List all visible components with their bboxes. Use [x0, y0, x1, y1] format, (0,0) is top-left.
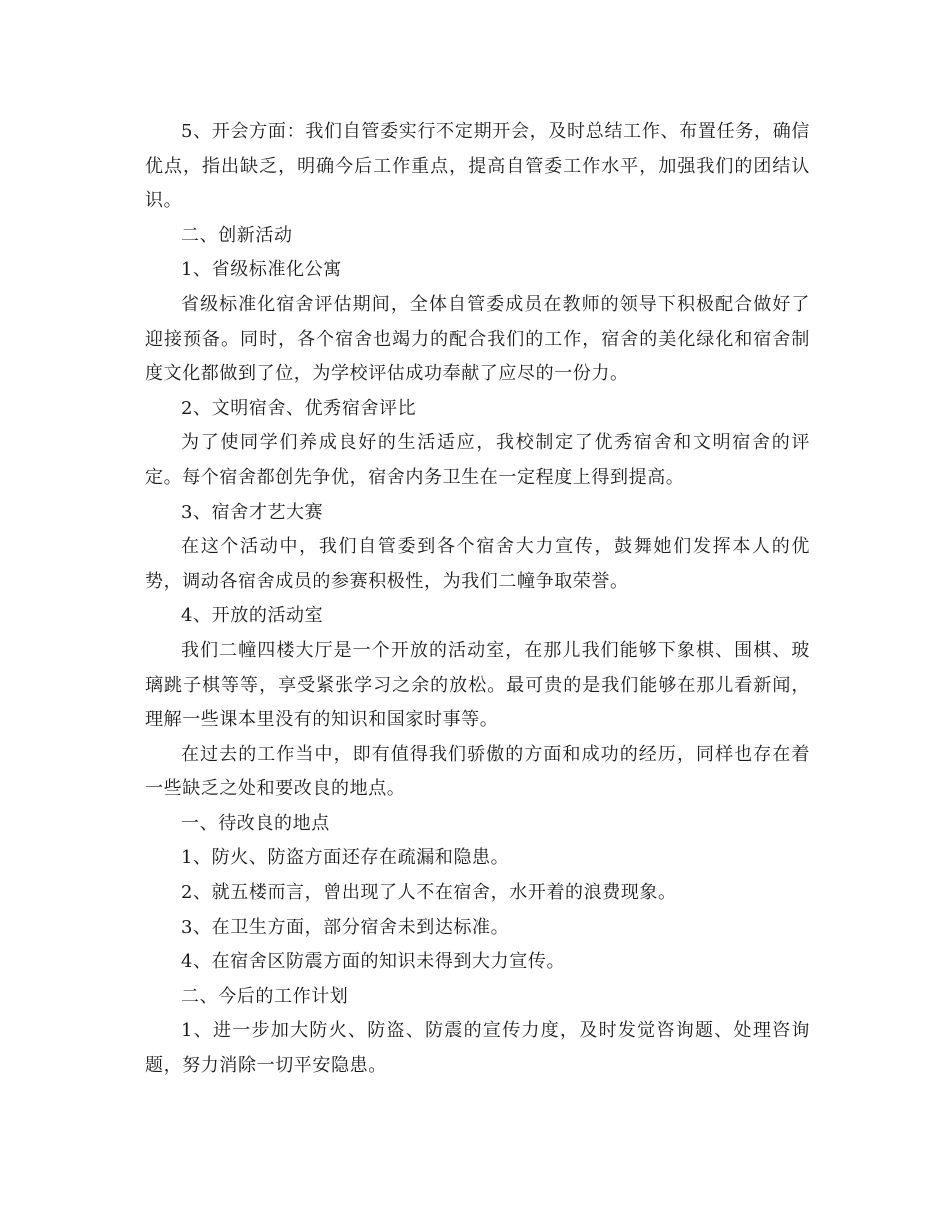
section-heading-improvements: 一、待改良的地点 [181, 812, 330, 834]
paragraph-meeting: 5、开会方面：我们自管委实行不定期开会，及时总结工作、布置任务，确信优点，指出缺乏，明确今后工作重点，提高自管委工作水平，加强我们的团结认识。 [145, 121, 810, 212]
list-item-fire-theft: 1、防火、防盗方面还存在疏漏和隐患。 [181, 847, 510, 869]
section-heading-innovation: 二、创新活动 [181, 224, 293, 246]
list-item-earthquake: 4、在宿舍区防震方面的知识未得到大力宣传。 [181, 951, 566, 973]
paragraph-future-plan-1: 1、进一步加大防火、防盗、防震的宣传力度，及时发觉咨询题、处理咨询题，努力消除一切平安隐患。 [145, 1020, 810, 1077]
list-item-hygiene: 3、在卫生方面，部分宿舍未到达标准。 [181, 916, 510, 938]
paragraph-standard-apartment: 省级标准化宿舍评估期间，全体自管委成员在教师的领导下积极配合做好了迎接预备。同时，各个宿舍也竭力的配合我们的工作，宿舍的美化绿化和宿舍制度文化都做到了位，为学校评估成功奉献了应尽的一份力。 [145, 293, 810, 385]
document-body [145, 115, 810, 1084]
section-heading-future-plan: 二、今后的工作计划 [181, 985, 349, 1007]
subheading-standard-apartment: 1、省级标准化公寓 [181, 259, 342, 281]
list-item-water-waste: 2、就五楼而言，曾出现了人不在宿舍，水开着的浪费现象。 [181, 882, 677, 904]
paragraph-dorm-appraisal: 为了使同学们养成良好的生活适应，我校制定了优秀宿舍和文明宿舍的评定。每个宿舍都创先争优，宿舍内务卫生在一定程度上得到提高。 [145, 432, 810, 488]
subheading-activity-room: 4、开放的活动室 [181, 605, 324, 627]
paragraph-summary: 在过去的工作当中，即有值得我们骄傲的方面和成功的经历，同样也存在着一些缺乏之处和要改良的地点。 [145, 743, 810, 800]
subheading-talent-contest: 3、宿舍才艺大赛 [181, 501, 324, 523]
subheading-dorm-appraisal: 2、文明宿舍、优秀宿舍评比 [181, 397, 417, 419]
paragraph-activity-room: 我们二幢四楼大厅是一个开放的活动室，在那儿我们能够下象棋、围棋、玻璃跳子棋等等，享受紧张学习之余的放松。最可贵的是我们能够在那儿看新闻，理解一些课本里没有的知识和国家时事等。 [145, 639, 810, 731]
paragraph-talent-contest: 在这个活动中，我们自管委到各个宿舍大力宣传，鼓舞她们发挥本人的优势，调动各宿舍成员的参赛积极性，为我们二幢争取荣誉。 [145, 536, 810, 592]
